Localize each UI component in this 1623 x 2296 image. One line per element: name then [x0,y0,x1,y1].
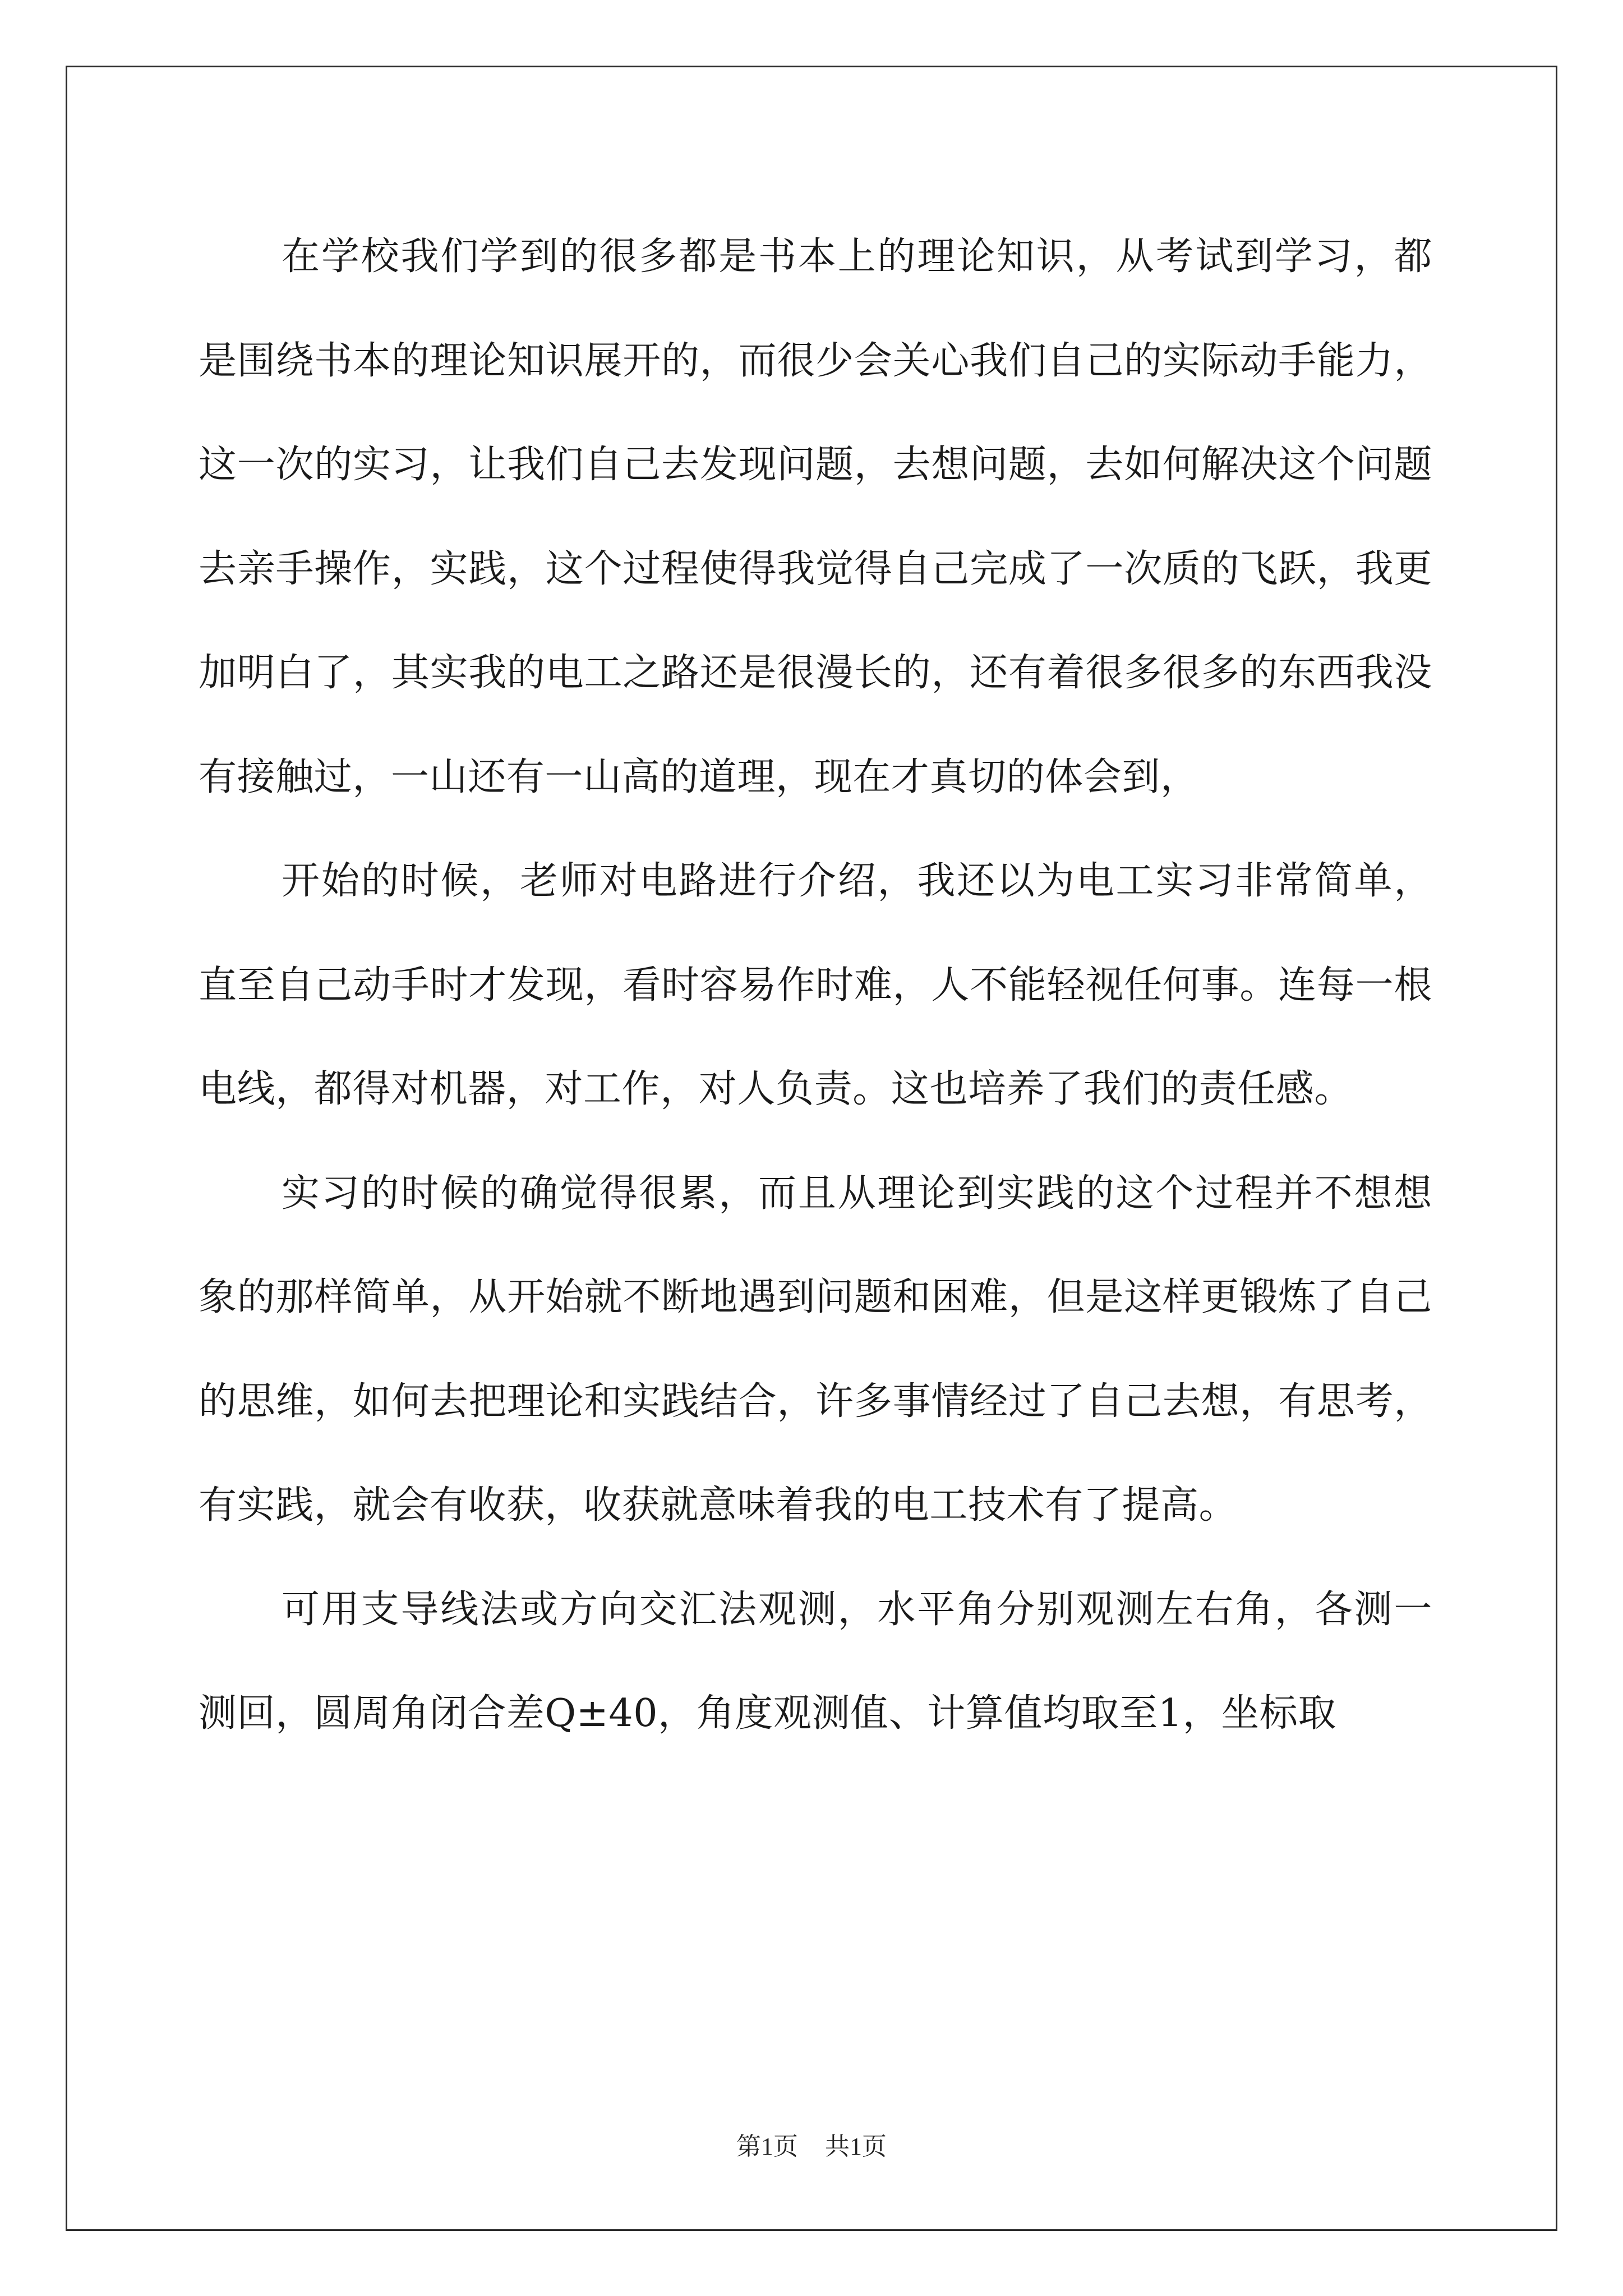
paragraph: 开始的时候，老师对电路进行介绍，我还以为电工实习非常简单，直至自己动手时才发现，看时容易作时难，人不能轻视任何事。连每一根电线，都得对机器，对工作，对人负责。这也培养了我们的责任感。 [199,859,1432,1111]
page-total: 共1页 [825,2133,887,2160]
paragraph: 可用支导线法或方向交汇法观测，水平角分别观测左右角，各测一测回，圆周角闭合差Q±40，角度观测值、计算值均取至1，坐标取 [199,1587,1432,1736]
page-number: 第1页 [736,2133,798,2160]
paragraph: 在学校我们学到的很多都是书本上的理论知识，从考试到学习，都是围绕书本的理论知识展开的，而很少会关心我们自己的实际动手能力，这一次的实习，让我们自己去发现问题，去想问题，去如何解决这个问题去亲手操作，实践，这个过程使得我觉得自己完成了一次质的飞跃，我更加明白了，其实我的电工之路还是很漫长的，还有着很多很多的东西我没有接触过，一山还有一山高的道理，现在才真切的体会到， [199,234,1432,799]
paragraph: 实习的时候的确觉得很累，而且从理论到实践的这个过程并不想想象的那样简单，从开始就不断地遇到问题和困难，但是这样更锻炼了自己的思维，如何去把理论和实践结合，许多事情经过了自己去想，有思考，有实践，就会有收获，收获就意味着我的电工技术有了提高。 [199,1171,1432,1527]
page-footer [0,2126,1623,2162]
document-body [199,205,1432,1766]
